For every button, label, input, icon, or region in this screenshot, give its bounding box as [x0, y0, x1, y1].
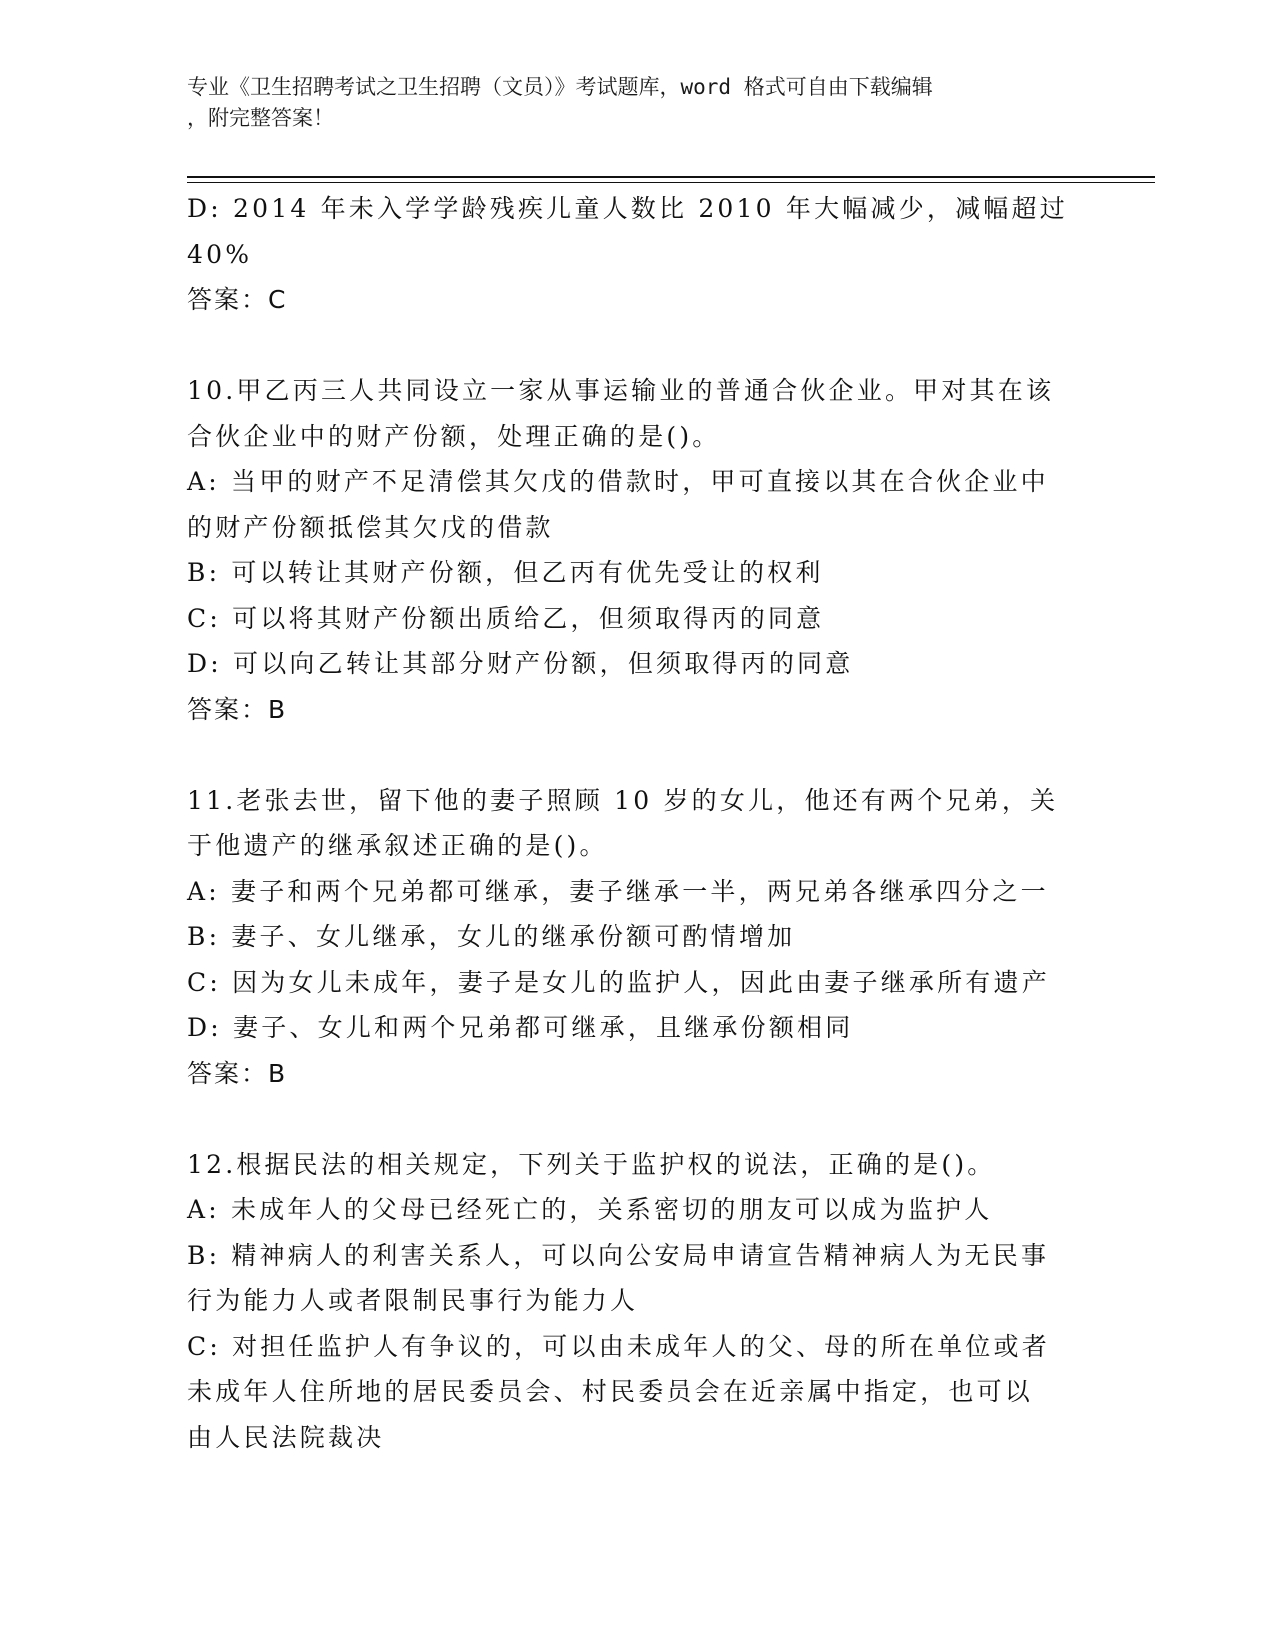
header-line-2: ，附完整答案！ [187, 106, 334, 130]
answer: 答案：C [187, 285, 288, 314]
option-d: D: 可以向乙转让其部分财产份额，但须取得丙的同意 [187, 649, 854, 678]
option-b-line-2: 行为能力人或者限制民事行为能力人 [187, 1286, 639, 1315]
question-12 [187, 1142, 1082, 1461]
question-10 [187, 368, 1082, 732]
answer: 答案：B [187, 1058, 288, 1088]
document-header [187, 72, 1067, 134]
option-c-line-2: 未成年人住所地的居民委员会、村民委员会在近亲属中指定，也可以 [187, 1377, 1034, 1406]
spacer [187, 1096, 1082, 1142]
option-d-line-1: D: 2014 年未入学学龄残疾儿童人数比 2010 年大幅减少，减幅超过 [187, 194, 1068, 223]
spacer [187, 323, 1082, 369]
question-11 [187, 778, 1082, 1097]
option-a: A: 未成年人的父母已经死亡的，关系密切的朋友可以成为监护人 [187, 1195, 993, 1224]
question-stem-line-1: 10.甲乙丙三人共同设立一家从事运输业的普通合伙企业。甲对其在该 [187, 376, 1055, 405]
option-c-line-3: 由人民法院裁决 [187, 1422, 385, 1452]
option-c: C: 因为女儿未成年，妻子是女儿的监护人，因此由妻子继承所有遗产 [187, 967, 1050, 997]
header-line-1: 专业《卫生招聘考试之卫生招聘（文员）》考试题库，word 格式可自由下载编辑 [187, 75, 933, 99]
option-d-line-2: 40% [187, 239, 253, 269]
spacer [187, 732, 1082, 778]
answer: 答案：B [187, 694, 288, 724]
option-b: B: 妻子、女儿继承，女儿的继承份额可酌情增加 [187, 922, 796, 951]
question-9-tail [187, 186, 1082, 323]
header-divider-thick [187, 176, 1155, 178]
option-b-line-1: B: 精神病人的利害关系人，可以向公安局申请宣告精神病人为无民事 [187, 1240, 1050, 1270]
option-a: A: 妻子和两个兄弟都可继承，妻子继承一半，两兄弟各继承四分之一 [187, 876, 1049, 906]
option-c: C: 可以将其财产份额出质给乙，但须取得丙的同意 [187, 603, 825, 633]
question-stem: 12.根据民法的相关规定，下列关于监护权的说法，正确的是()。 [187, 1149, 996, 1179]
option-c-line-1: C: 对担任监护人有争议的，可以由未成年人的父、母的所在单位或者 [187, 1331, 1050, 1361]
option-a-line-1: A: 当甲的财产不足清偿其欠戊的借款时，甲可直接以其在合伙企业中 [187, 467, 1049, 496]
option-a-line-2: 的财产份额抵偿其欠戊的借款 [187, 512, 554, 542]
header-divider-thin [187, 182, 1155, 183]
option-d: D: 妻子、女儿和两个兄弟都可继承，且继承份额相同 [187, 1013, 854, 1042]
question-stem-line-2: 于他遗产的继承叙述正确的是()。 [187, 831, 608, 860]
question-content [187, 186, 1082, 1460]
question-stem-line-2: 合伙企业中的财产份额，处理正确的是()。 [187, 421, 721, 451]
option-b: B: 可以转让其财产份额，但乙丙有优先受让的权利 [187, 558, 824, 587]
question-stem-line-1: 11.老张去世，留下他的妻子照顾 10 岁的女儿，他还有两个兄弟，关 [187, 785, 1059, 815]
